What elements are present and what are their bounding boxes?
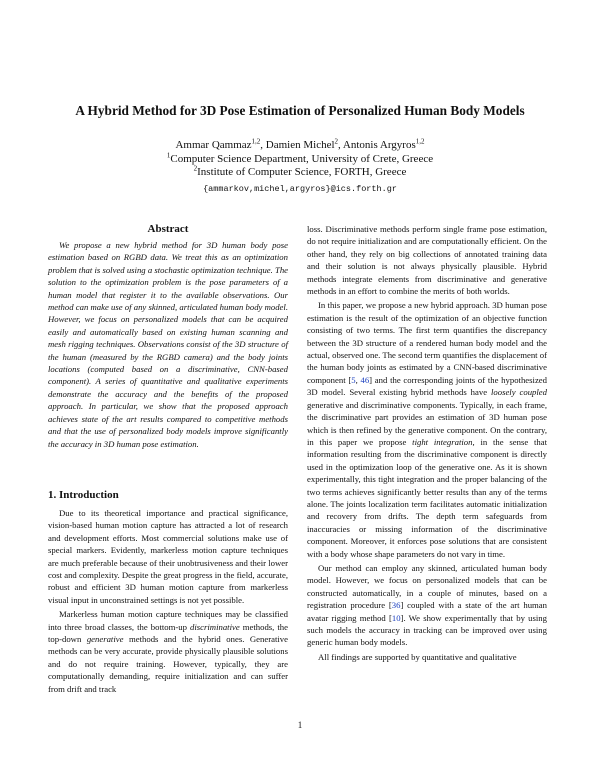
author-email: {ammarkov,michel,argyros}@ics.forth.gr xyxy=(203,183,397,194)
abstract-body xyxy=(48,239,288,450)
author-affiliation-mark: 1,2 xyxy=(251,137,261,146)
citation-link[interactable]: 46 xyxy=(360,374,370,385)
affiliation-1 xyxy=(40,150,560,167)
author-name: Damien Michel xyxy=(265,139,335,151)
introduction-body xyxy=(48,507,288,695)
citation-link[interactable]: 36 xyxy=(391,600,401,611)
affiliation-2 xyxy=(40,166,560,180)
citation-link[interactable]: 5 xyxy=(351,374,356,385)
author-affiliation-mark: 1,2 xyxy=(415,137,425,146)
affiliation-mark: 1 xyxy=(166,150,171,159)
affiliation-text: Computer Science Department, University of Crete, Greece xyxy=(170,152,434,165)
intro-paragraph-2: Markerless human motion capture techniques may be classified into three broad classes, the bottom-up discriminative methods, the top-down generative methods and the hybrid ones. Generative methods can be very accurate, provide physically plausible solutions and do not require training. However, typically, they are computationally demanding, require initialization and can suffer from drift and track xyxy=(48,609,289,694)
abstract-heading: Abstract xyxy=(147,223,189,235)
intro-paragraph-1: Due to its theoretical importance and practical significance, vision-based human motion capture has attracted a lot of research and development efforts. Most commercial solutions make use of special markers. Evidently, markerless motion capture techniques are much preferable because of their unobtrusiveness and their lower cost and complexity. Despite the great progress in the field, accurate, robust and efficient 3D human motion capture from markerless visual input in unconstrained settings is not yet possible. xyxy=(48,508,288,605)
paper-title: A Hybrid Method for 3D Pose Estimation of Personalized Human Body Models xyxy=(75,103,525,118)
affiliation-mark: 2 xyxy=(193,164,198,173)
affiliation-text: Institute of Computer Science, FORTH, Greece xyxy=(197,166,407,178)
abstract-paragraph: We propose a new hybrid method for 3D human body pose estimation based on RGBD data. We treat this as an optimization problem that is solved using a stochastic optimization technique. The solution to the optimization problem is the pose parameters of a human model that register it to the available observations. Our method can make use of any skinned, articulated human body model. However, we focus on personalized models that can be acquired easily and automatically based on existing human scanning and mesh rigging techniques. Observations consist of the 3D structure of the human (measured by the RGBD camera) and the body joints locations (computed based on a discriminative, CNN-based component). A series of quantitative and qualitative experiments demonstrate the accuracy and the benefits of the proposed approach. In particular, we show that the proposed approach achieves state of the art results compared to competitive methods and that the use of personalized body models improve significantly the accuracy in 3D human pose estimation. xyxy=(48,240,289,449)
page-number: 1 xyxy=(297,720,303,730)
right-paragraph-2: Our method can employ any skinned, articulated human body model. However, we focus on personalized models that can be constructed automatically, in a couple of minutes, based on a registration procedure [36] coupled with a state of the art human avatar rigging method [10]. We show experimentally that by using such models the accuracy in tracking can be improved over using generic human body models. xyxy=(307,562,547,648)
right-paragraph-3: All findings are supported by quantitative and qualitative xyxy=(318,651,517,662)
author-affiliation-mark: 2 xyxy=(334,137,339,146)
right-paragraph-1: In this paper, we propose a new hybrid approach. 3D human pose estimation is the result of the optimization of an objective function consisting of two terms. The first term quantifies the discrepancy between the 3D structure of a rendered human body model and the actual, observed one. The second term quantifies the displacement of the human body joints as estimated by a CNN-based discriminative component [5, 46] and the corresponding joints of the hypothesized 3D model. Several existing hybrid methods have loosely coupled generative and discriminative components. Typically, in each frame, the discriminative part provides an estimation of 3D human pose which is then refined by the generative component. On the contrary, in this paper we propose tight integration, in the sense that information resulting from the discriminative component is directly used in the optimization loop of the generative one. As it is shown experimentally, this tight integration and the proper balancing of the two terms achieves significantly better results than any of the terms alone. The joints localization term facilitates automatic initialization and recovery from drifts. The depth term safeguards from inaccuracies or missing information of the discriminative component. Moreover, it enforces pose solutions that are consistent with a body whose shape parameters do not vary in time. xyxy=(307,300,548,559)
author-name: Antonis Argyros xyxy=(342,139,416,151)
author-names: Ammar Qammaz$^{1,2}$, Damien Michel$^2$, Antonis Argyros$^{1,2}$ xyxy=(175,137,425,151)
author-block xyxy=(40,139,560,196)
citation-link[interactable]: 10 xyxy=(391,612,401,623)
right-column-body xyxy=(307,223,547,663)
right-paragraph-0: loss. Discriminative methods perform single frame pose estimation, do not require initialization and are computationally efficient. On the other hand, they rely on big collections of annotated training data and their solution is not always physically plausible. Hybrid methods integrate elements from discriminative and generative methods in an effort to combine the merits of both worlds. xyxy=(307,224,547,297)
section-heading-introduction: 1. Introduction xyxy=(48,489,119,501)
author-name: Ammar Qammaz xyxy=(175,139,252,151)
